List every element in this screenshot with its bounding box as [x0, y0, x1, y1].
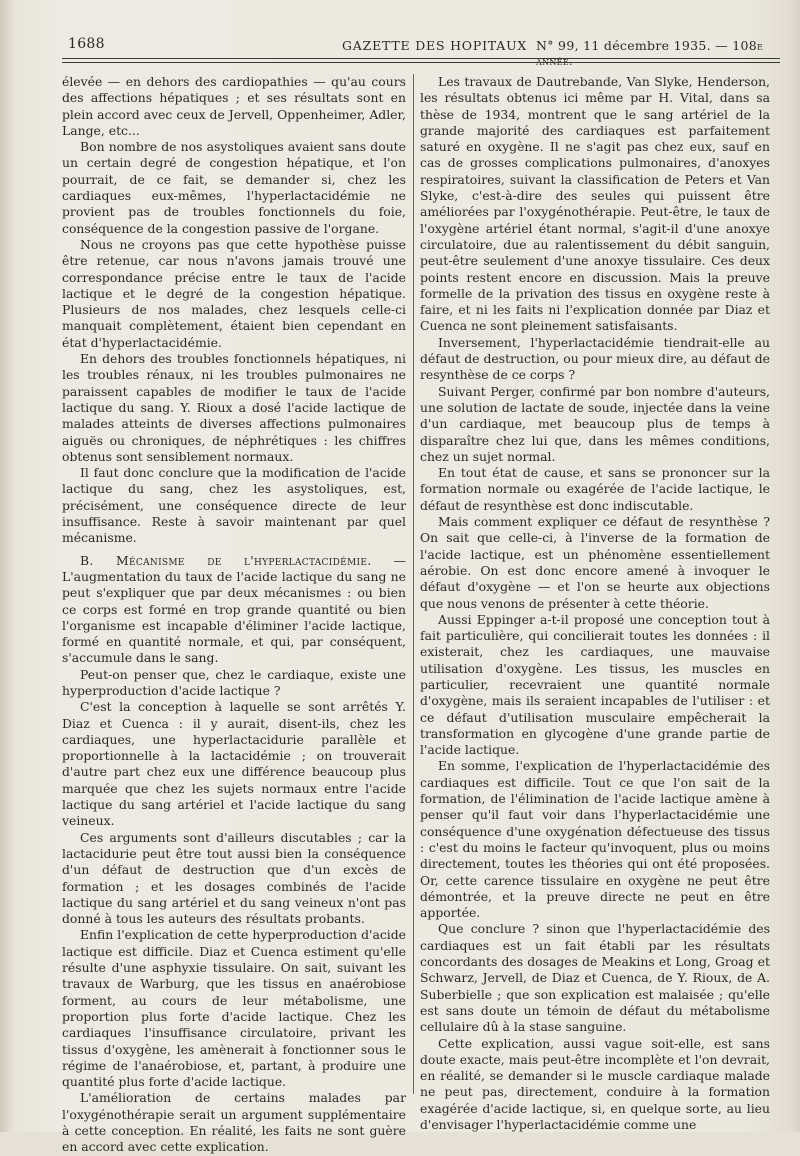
journal-title: GAZETTE DES HOPITAUX — [342, 38, 528, 53]
paragraph: Que conclure ? sinon que l'hyperlactacidémie des cardiaques est un fait établi par les résultats concordants des dosages de Meakins et Long, Groag et Schwarz, Jervell, de Diaz et Cuenca, de Y. Rioux, de A. Suberbielle ; que son explication est malaisée ; qu'elle est sans doute un témoin de défaut du métabolisme cellulaire dû à la stase sanguine. — [420, 921, 770, 1035]
section-heading-text: — L'augmentation du taux de l'acide lactique du sang ne peut s'expliquer que par deux mécanismes : ou bien ce corps est formé en trop grande quantité ou bien l'organisme est incapable d'éliminer l'acide lactique, formé en quantité normale, et qui, par conséquent, s'accumule dans le sang. — [62, 552, 406, 666]
issue-date: N° 99, 11 décembre 1935. — 108 — [536, 38, 757, 53]
paragraph: Mais comment expliquer ce défaut de resynthèse ? On sait que celle-ci, à l'inverse de la formation de l'acide lactique, est un phénomène essentiellement aérobie. On est donc encore amené à invoquer le défaut d'oxygène — et l'on se heurte aux objections que nous venons de présenter à cette théorie. — [420, 514, 770, 611]
paragraph: Peut-on penser que, chez le cardiaque, existe une hyperproduction d'acide lactique ? — [62, 666, 406, 698]
section-paragraph — [62, 553, 406, 667]
paragraph: En dehors des troubles fonctionnels hépatiques, ni les troubles rénaux, ni les troubles pulmonaires ne paraissent capables de modifier le taux de l'acide lactique du sang. Y. Rioux a dosé l'acide lactique de malades atteints de diverses affections pulmonaires aiguës ou chroniques, de néphrétiques : les chiffres obtenus sont sensiblement normaux. — [62, 351, 406, 464]
header-rule — [62, 58, 780, 59]
paragraph: Bon nombre de nos asystoliques avaient sans doute un certain degré de congestion hépatique, et l'on pourrait, de ce fait, se demander si, chez les cardiaques eux-mêmes, l'hyperlactacidémie ne provient pas de troubles fonctionnels du foie, conséquence de la congestion passive de l'organe. — [62, 139, 406, 236]
paragraph: Il faut donc conclure que la modification de l'acide lactique du sang, chez les asystoliques, est, précisément, une conséquence directe de leur insuffisance. Reste à savoir maintenant par quel mécanisme. — [62, 465, 406, 546]
issue-info — [536, 38, 778, 68]
page-number: 1688 — [68, 36, 105, 52]
paragraph: Les travaux de Dautrebande, Van Slyke, Henderson, les résultats obtenus ici même par H. Vital, dans sa thèse de 1934, montrent que le sang artériel de la grande majorité des cardiaques est parfaitement saturé en oxygène. Il ne s'agit pas chez eux, sauf en cas de grosses complications pulmonaires, d'anoxyes respiratoires, suivant la classification de Peters et Van Slyke, c'est-à-dire des seules qui puissent être améliorées par l'oxygénothérapie. Peut-être, le taux de l'oxygène artériel étant normal, s'agit-il d'une anoxye circulatoire, due au ralentissement du débit sanguin, peut-être seulement d'une anoxye tissulaire. Ces deux points restent encore en discussion. Mais la preuve formelle de la privation des tissus en oxygène reste à faire, et ni les faits ni l'explication donnée par Diaz et Cuenca ne sont pleinement satisfaisants. — [420, 74, 770, 334]
paragraph: Cette explication, aussi vague soit-elle, est sans doute exacte, mais peut-être incomplète et l'on devrait, en réalité, se demander si le muscle cardiaque malade ne peut pas, directement, conduire à la formation exagérée d'acide lactique, si, en quelque sorte, au lieu d'envisager l'hyperlactacidémie comme une — [420, 1035, 770, 1132]
paragraph: C'est la conception à laquelle se sont arrêtés Y. Diaz et Cuenca : il y aurait, disent-ils, chez les cardiaques, une hyperlactacidurie parallèle et proportionnelle à la lactacidémie ; on trouverait d'autre part chez eux une différence beaucoup plus marquée que chez les sujets normaux entre l'acide lactique du sang artériel et l'acide lactique du sang veineux. — [62, 699, 406, 829]
issue-suffix: e année. — [536, 40, 764, 68]
left-column — [62, 74, 406, 1156]
paragraph: En tout état de cause, et sans se prononcer sur la formation normale ou exagérée de l'acide lactique, le défaut de resynthèse est donc indiscutable. — [420, 465, 770, 513]
paragraph: Inversement, l'hyperlactacidémie tiendrait-elle au défaut de destruction, ou pour mieux dire, au défaut de resynthèse de ce corps ? — [420, 334, 770, 383]
paragraph: Suivant Perger, confirmé par bon nombre d'auteurs, une solution de lactate de soude, injectée dans la veine d'un cardiaque, met beaucoup plus de temps à disparaître chez lui que, dans les mêmes conditions, chez un sujet normal. — [420, 383, 770, 464]
paragraph: Enfin l'explication de cette hyperproduction d'acide lactique est difficile. Diaz et Cuenca estiment qu'elle résulte d'une asphyxie tissulaire. On sait, suivant les travaux de Warburg, que les tissus en anaérobiose forment, au cours de leur métabolisme, une proportion plus forte d'acide lactique. Chez les cardiaques l'insuffisance circulatoire, privant les tissus d'oxygène, les amènerait à fonctionner sous le régime de l'anaérobiose, et, partant, à produire une quantité plus forte d'acide lactique. — [62, 927, 406, 1090]
paragraph: Nous ne croyons pas que cette hypothèse puisse être retenue, car nous n'avons jamais trouvé une correspondance précise entre le taux de l'acide lactique et le degré de la congestion hépatique. Plusieurs de nos malades, chez lesquels celle-ci manquait complètement, étaient bien cependant en état d'hyperlactacidémie. — [62, 236, 406, 350]
column-divider — [413, 74, 414, 1094]
right-column — [420, 74, 770, 1133]
paragraph: Ces arguments sont d'ailleurs discutables ; car la lactacidurie peut être tout aussi bien la conséquence d'un défaut de destruction que d'un excès de formation ; et les dosages combinés de l'acide lactique du sang artériel et du sang veineux n'ont pas donné à tous les auteurs des résultats probants. — [62, 829, 406, 927]
paragraph: Aussi Eppinger a-t-il proposé une conception tout à fait particulière, qui concilierait toutes les données : il existerait, chez les cardiaques, une mauvaise utilisation d'oxygène. Les tissus, les muscles en particulier, recevraient une quantité normale d'oxygène, mais ils seraient incapables de l'utiliser : et ce défaut d'utilisation musculaire empêcherait la transformation en glycogène d'une grande partie de l'acide lactique. — [420, 611, 770, 758]
page-header — [68, 34, 778, 68]
paragraph: élevée — en dehors des cardiopathies — qu'au cours des affections hépatiques ; et ses résultats sont en plein accord avec ceux de Jervell, Oppenheimer, Adler, Lange, etc... — [62, 74, 406, 138]
paragraph: L'amélioration de certains malades par l'oxygénothérapie serait un argument supplémentaire à cette conception. En réalité, les faits ne sont guère en accord avec cette explication. — [62, 1090, 406, 1155]
section-heading: B. Mécanisme de l'hyperlactacidémie. — [80, 552, 372, 568]
paragraph: En somme, l'explication de l'hyperlactacidémie des cardiaques est difficile. Tout ce que l'on sait de la formation, de l'élimination de l'acide lactique amène à penser qu'il faut voir dans l'hyperlactacidémie une conséquence d'une oxygénation défectueuse des tissus : c'est du moins le facteur qu'invoquent, plus ou moins directement, toutes les théories qui ont été proposées. Or, cette carence tissulaire en oxygène ne peut être démontrée, et la preuve directe ne peut en être apportée. — [420, 758, 770, 921]
header-rule-thin — [62, 62, 780, 63]
